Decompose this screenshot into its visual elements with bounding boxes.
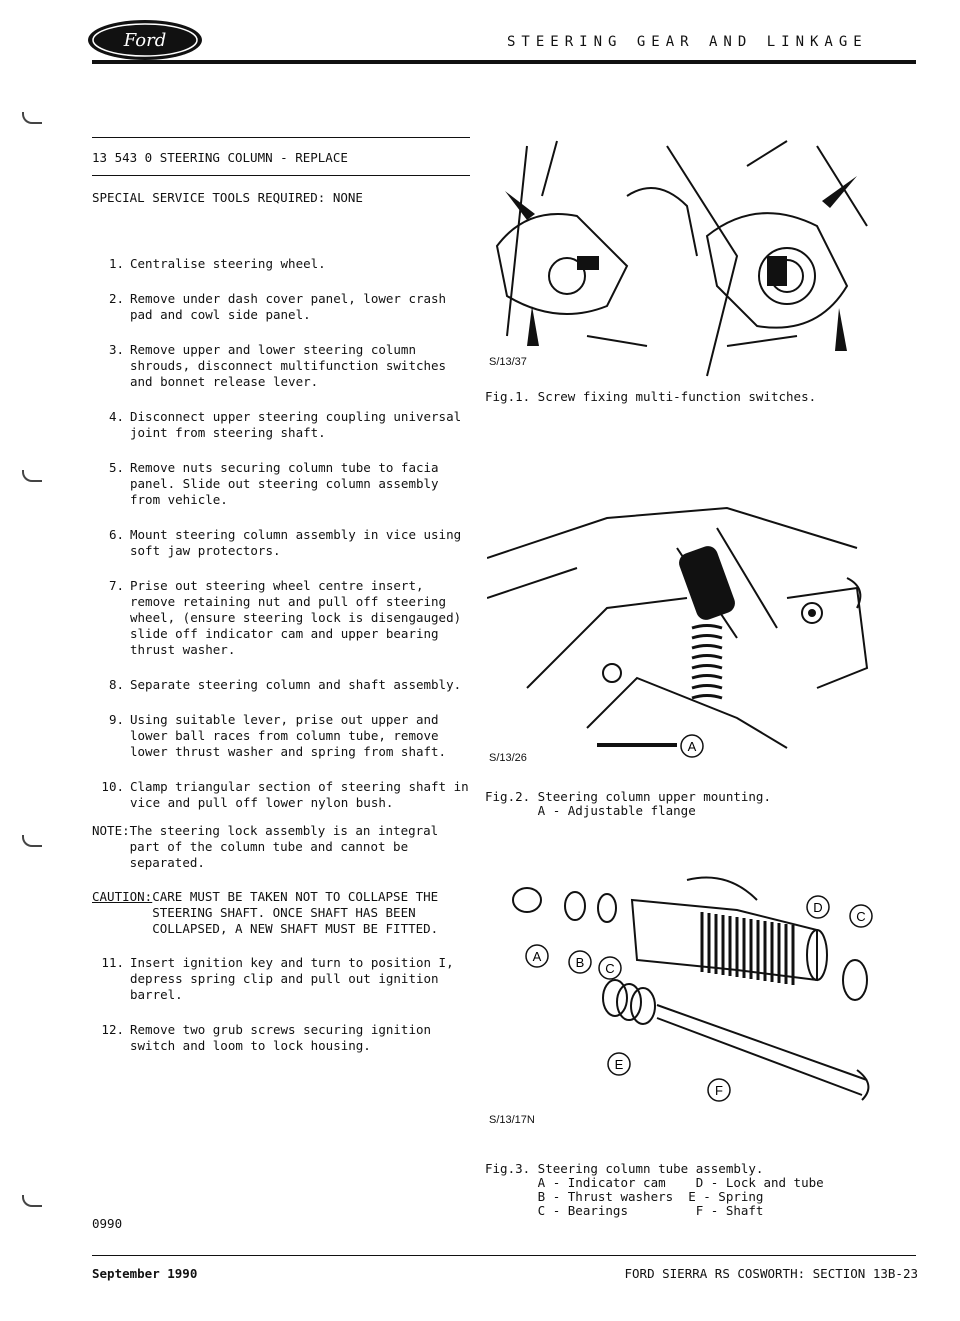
step-8: 8. Separate steering column and shaft assembly. (108, 677, 462, 692)
figure-3-label-c1: C (605, 961, 615, 976)
figure-2-ref: S/13/26 (489, 752, 527, 764)
step-5: 5. Remove nuts securing column tube to facia panel. Slide out steering column assembly from vehicle. (108, 460, 439, 507)
step-4: 4. Disconnect upper steering coupling universal joint from steering shaft. (108, 409, 462, 440)
step-3: 3. Remove upper and lower steering column shrouds, disconnect multifunction switches and bonnet release lever. (108, 342, 447, 389)
figure-1 (487, 136, 877, 378)
figure-1-caption: Fig.1. Screw fixing multi-function switches. (485, 389, 817, 404)
step-11: 11. Insert ignition key and turn to position I, depress spring clip and pull out ignition barrel. (101, 955, 454, 1002)
section-rule-top (92, 137, 470, 138)
figure-3-ref: S/13/17N (489, 1114, 535, 1126)
margin-tick (22, 112, 42, 124)
margin-tick (22, 835, 42, 847)
step-2: 2. Remove under dash cover panel, lower crash pad and cowl side panel. (108, 291, 447, 322)
note-label: NOTE: (92, 823, 130, 838)
figure-2-caption: Fig.2. Steering column upper mounting. A - Adjustable flange (485, 789, 771, 818)
step-7: 7. Prise out steering wheel centre insert, remove retaining nut and pull off steering wheel, (ensure steering lock is disengauged) slide off indicator cam and upper bearing thrust washer. (108, 578, 462, 657)
ford-logo-text: Ford (123, 30, 167, 51)
figure-3-label-e: E (614, 1057, 624, 1072)
step-1: 1. Centralise steering wheel. (108, 256, 326, 271)
figure-2-illustration (487, 488, 877, 770)
note-block (92, 823, 482, 871)
figure-3-label-c2: C (856, 909, 866, 924)
header-rule (92, 60, 916, 64)
step-9: 9. Using suitable lever, prise out upper and lower ball races from column tube, remove lower thrust washer and spring from shaft. (108, 712, 447, 759)
caution-label: CAUTION: (92, 889, 153, 904)
footer-rule (92, 1255, 916, 1256)
special-tools-line: SPECIAL SERVICE TOOLS REQUIRED: NONE (92, 190, 363, 205)
ford-logo (86, 18, 204, 62)
figure-2-label-a: A (687, 739, 697, 754)
caution-block (92, 889, 482, 937)
figure-3 (487, 870, 877, 1132)
figure-1-ref: S/13/37 (489, 356, 527, 368)
section-title: 13 543 0 STEERING COLUMN - REPLACE (92, 150, 348, 165)
footer-section: FORD SIERRA RS COSWORTH: SECTION 13B-23 (624, 1266, 918, 1281)
figure-3-caption: Fig.3. Steering column tube assembly. A - Indicator cam D - Lock and tube B - Thrust washers E - Spring C - Bearings F - Shaft (485, 1161, 824, 1218)
document-code: 0990 (92, 1216, 123, 1231)
figure-1-illustration (487, 136, 877, 378)
step-6: 6. Mount steering column assembly in vice using soft jaw protectors. (108, 527, 462, 558)
figure-3-illustration (487, 870, 877, 1132)
section-rule-bottom (92, 175, 470, 176)
procedure-steps (92, 256, 482, 1073)
step-10: 10. Clamp triangular section of steering shaft in vice and pull off lower nylon bush. (101, 779, 469, 810)
figure-3-label-b: B (575, 955, 585, 970)
caution-text: CARE MUST BE TAKEN NOT TO COLLAPSE THE STEERING SHAFT. ONCE SHAFT HAS BEEN COLLAPSED, A NEW SHAFT MUST BE FITTED. (152, 889, 439, 936)
margin-tick (22, 470, 42, 482)
note-text: The steering lock assembly is an integral part of the column tube and cannot be separated. (129, 823, 439, 870)
figure-3-label-d: D (813, 900, 823, 915)
figure-3-label-f: F (715, 1083, 723, 1098)
header-title: STEERING GEAR AND LINKAGE (507, 34, 868, 50)
figure-3-label-a: A (532, 949, 542, 964)
footer-date: September 1990 (92, 1266, 198, 1281)
figure-2 (487, 488, 877, 770)
margin-tick (22, 1195, 42, 1207)
step-12: 12. Remove two grub screws securing ignition switch and loom to lock housing. (101, 1022, 432, 1053)
